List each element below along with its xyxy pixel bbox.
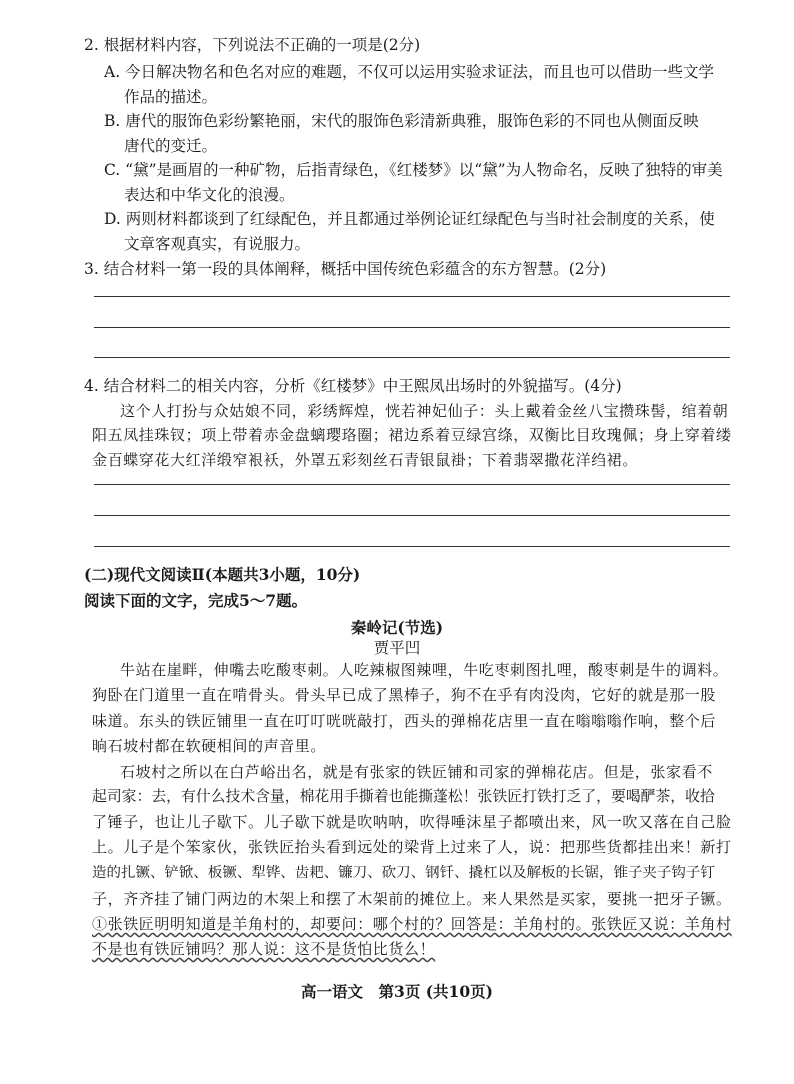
passage-author: 贾平凹 [373,639,421,657]
passage-line-9: 造的扎镢、铲锨、板镢、犁铧、齿耙、镰刀、砍刀、钢钎、撬杠以及解板的长锯，锥子夹子钩子钉 [92,865,715,881]
q2-option-d-line1: D. 两则材料都谈到了红绿配色，并且都通过举例论证红绿配色与当时社会制度的关系，使 [104,210,715,228]
passage-line-7: 了锤子，也让儿子歇下。儿子歇下就是吹呐呐，吹得唾沫星子都喷出来，风一吹又落在自己脸 [92,813,732,831]
q4-quote-line2: 阳五凤挂珠钗；项上带着赤金盘螭璎珞圈；裙边系着豆绿宫绦，双衡比目玫瑰佩；身上穿着缕 [92,426,732,444]
q3-answer-line-1[interactable] [94,296,730,297]
q4-answer-line-3[interactable] [94,546,730,547]
passage-line-11-underlined: ①张铁匠明明知道是羊角村的，却要问：哪个村的？回答是：羊角村的。张铁匠又说：羊角村 [92,915,732,933]
q2-option-a-line2: 作品的描述。 [124,88,218,106]
q2-option-c-line2: 表达和中华文化的浪漫。 [124,186,295,204]
section-heading: (二)现代文阅读Ⅱ(本题共3小题，10分) [84,565,361,584]
q3-answer-line-3[interactable] [94,357,730,358]
q3-stem: 3. 结合材料一第一段的具体阐释，概括中国传统色彩蕴含的东方智慧。(2分) [84,260,607,278]
passage-line-4: 晌石坡村都在软硬相间的声音里。 [92,737,327,755]
q4-quote-line3: 金百蝶穿花大红洋缎窄裉袄，外罩五彩刻丝石青银鼠褂；下着翡翠撒花洋绉裙。 [92,451,639,469]
q4-stem: 4. 结合材料二的相关内容，分析《红楼梦》中王熙凤出场时的外貌描写。(4分) [84,377,622,395]
q4-answer-line-1[interactable] [94,484,730,485]
q2-option-d-line2: 文章客观真实，有说服力。 [124,235,311,253]
q2-option-b-line2: 唐代的变迁。 [124,137,218,155]
q2-option-b-line1: B. 唐代的服饰色彩纷繁艳丽，宋代的服饰色彩清新典雅，服饰色彩的不同也从侧面反映 [104,112,699,130]
passage-line-6: 起司家：去，有什么技术含量，棉花用手撕着也能撕蓬松！张铁匠打铁打乏了，要喝酽茶，收拾 [92,788,715,805]
q4-answer-line-2[interactable] [94,515,730,516]
passage-title: 秦岭记(节选) [350,618,444,637]
q2-option-a-line1: A. 今日解决物名和色名对应的难题，不仅可以运用实验求证法，而且也可以借助一些文学 [104,63,715,81]
passage-line-8: 上。儿子是个笨家伙，张铁匠抬头看到远处的梁背上过来了人，说：把那些货都挂出来！新打 [92,838,732,856]
section-instruction: 阅读下面的文字，完成5～7题。 [84,591,308,610]
page-footer: 高一语文 第3页 (共10页) [301,982,493,1001]
passage-line-5: 石坡村之所以在白芦峪出名，就是有张家的铁匠铺和司家的弹棉花店。但是，张家看不 [120,763,713,781]
q4-quote-line1: 这个人打扮与众姑娘不同，彩绣辉煌，恍若神妃仙子：头上戴着金丝八宝攒珠髻，绾着朝 [120,402,729,420]
passage-line-10: 子，齐齐挂了铺门两边的木架上和摆了木架前的摊位上。来人果然是买家，要挑一把牙子镢。 [92,890,732,908]
passage-line-1: 牛站在崖畔，伸嘴去吃酸枣刺。人吃辣椒图辣哩，牛吃枣刺图扎哩，酸枣刺是牛的调料。 [120,661,729,679]
passage-line-12-underlined: 不是也有铁匠铺吗？那人说：这不是货怕比货么！ [92,940,436,958]
q2-option-c-line1: C. “黛”是画眉的一种矿物，后指青绿色，《红楼梦》以“黛”为人物命名，反映了独特的审美 [104,161,723,179]
q2-stem: 2. 根据材料内容，下列说法不正确的一项是(2分) [84,36,421,54]
passage-line-3: 味道。东头的铁匠铺里一直在叮叮咣咣敲打，西头的弹棉花店里一直在嗡嗡嗡作响，整个后 [92,712,717,730]
q3-answer-line-2[interactable] [94,327,730,328]
passage-line-2: 狗卧在门道里一直在啃骨头。骨头早已成了黑棒子，狗不在乎有肉没肉，它好的就是那一股 [92,686,717,704]
